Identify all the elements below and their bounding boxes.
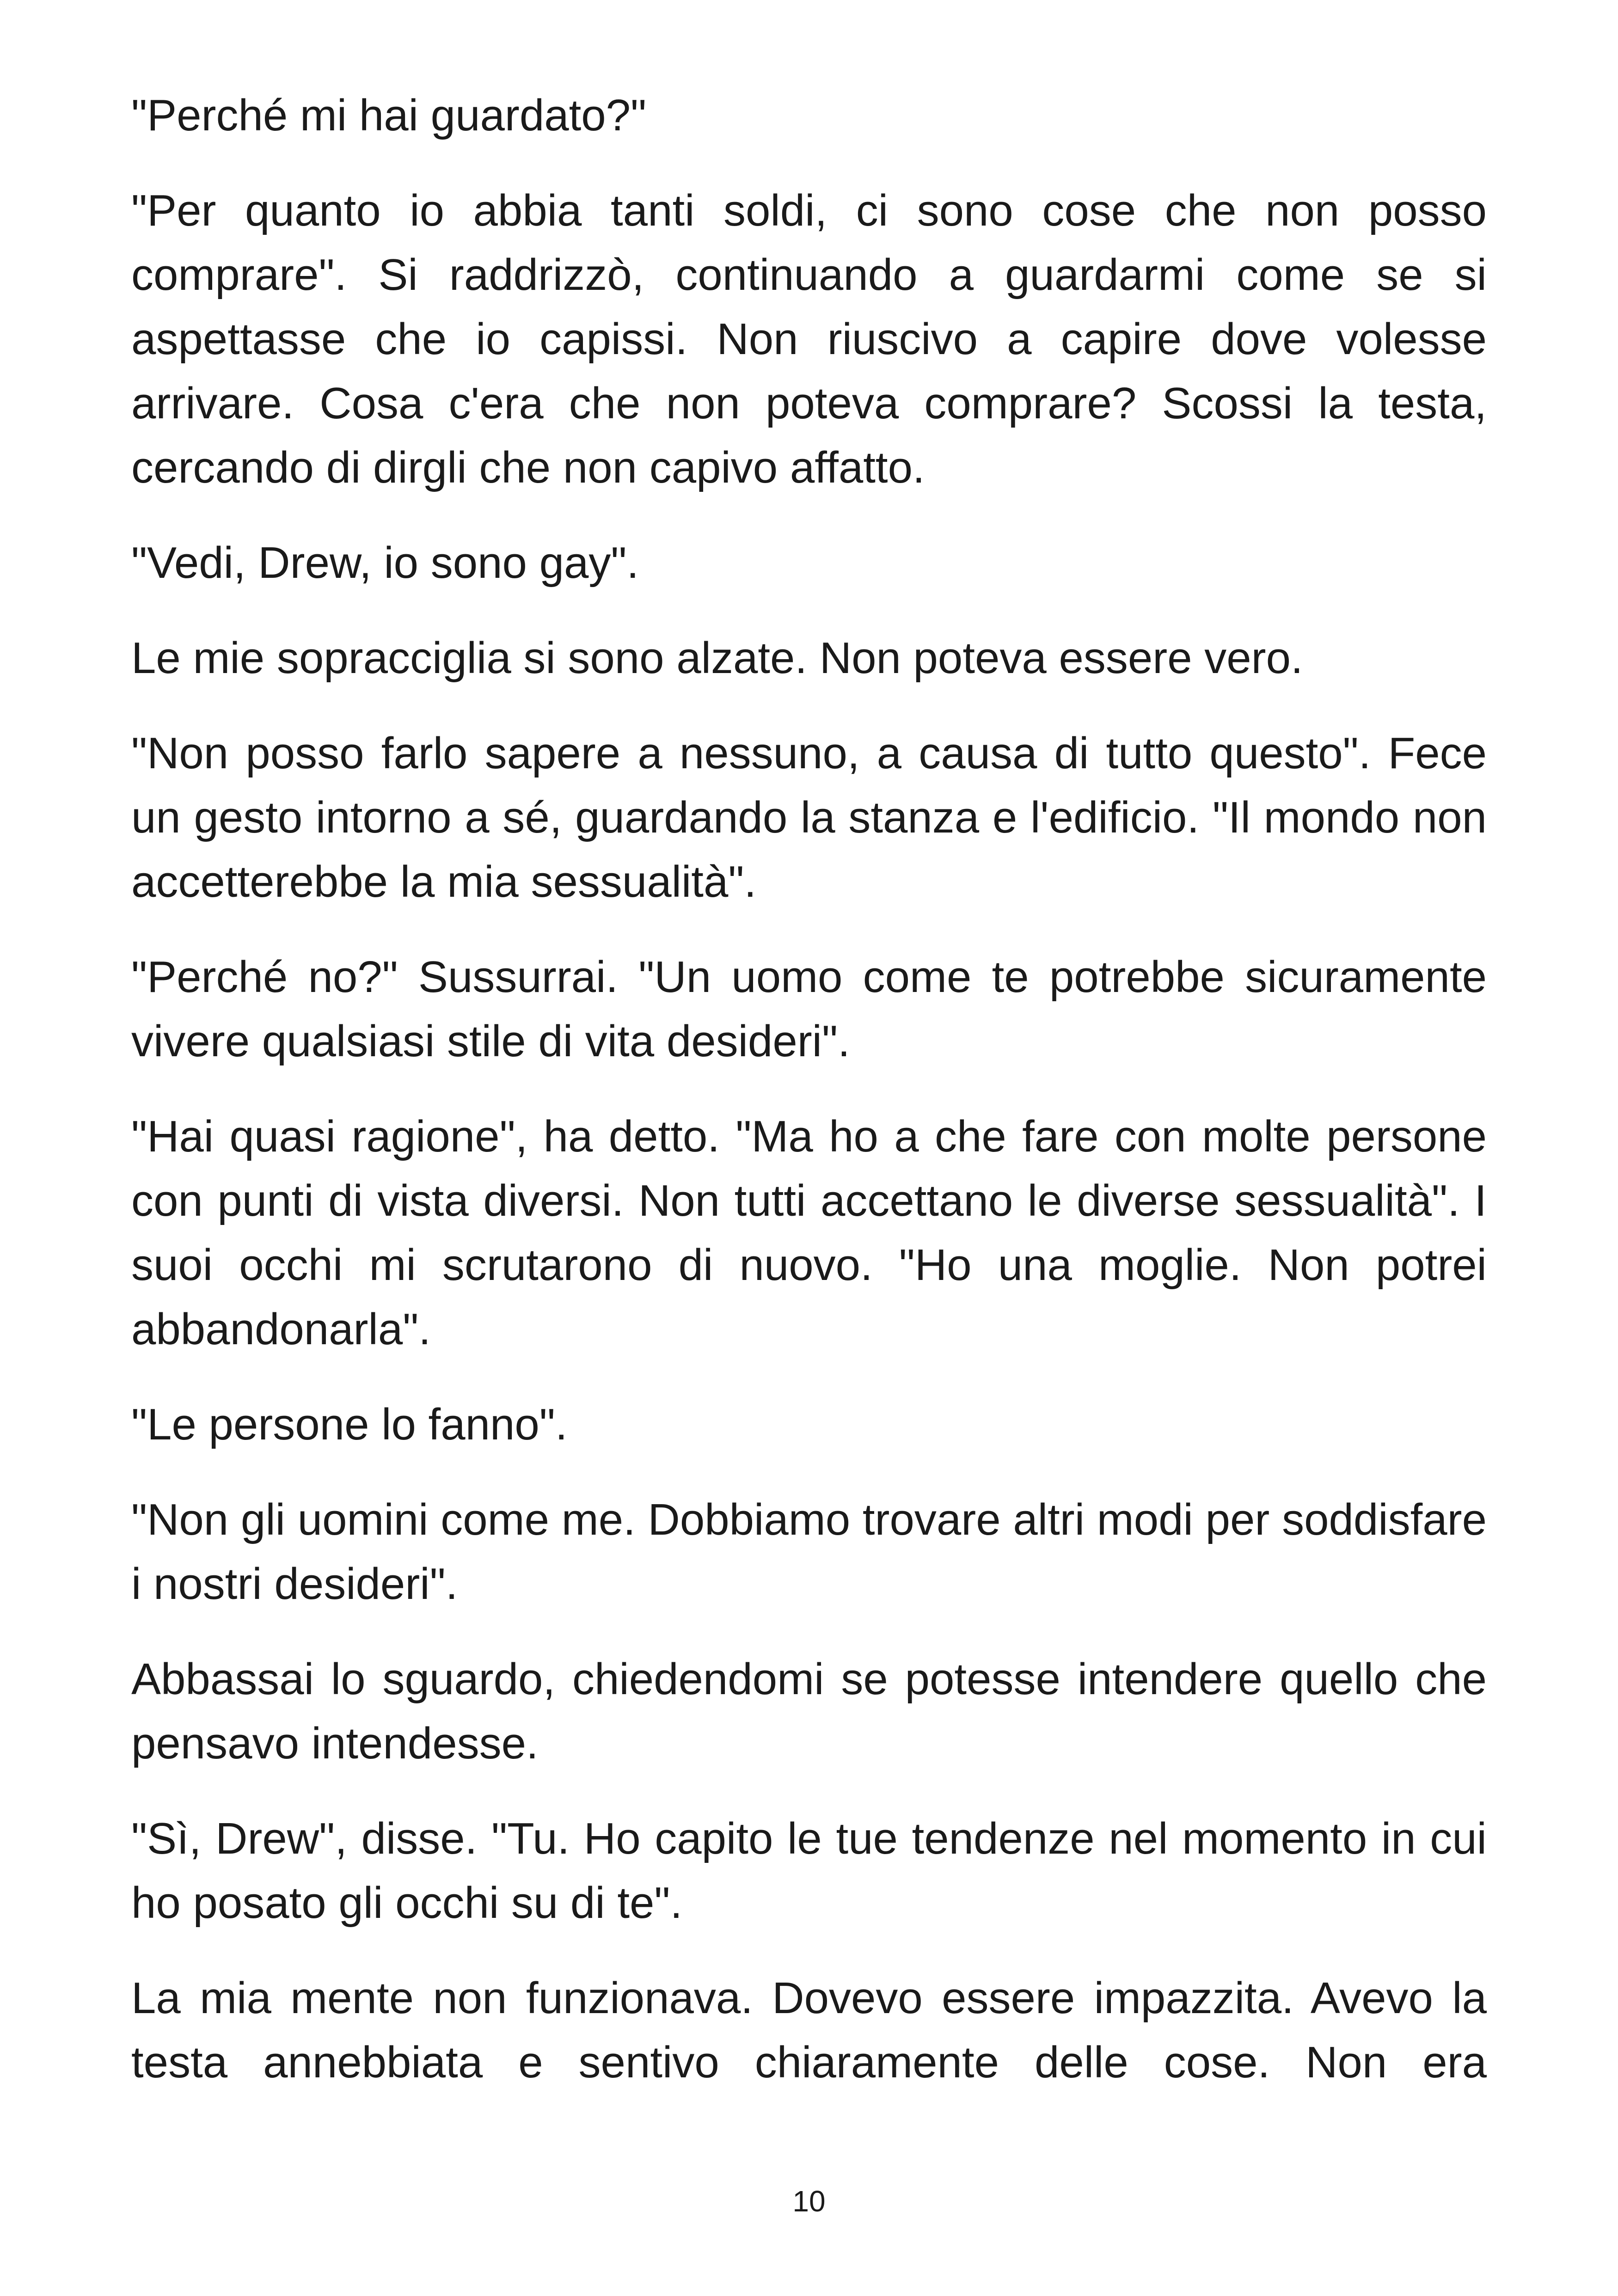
- paragraph: "Non gli uomini come me. Dobbiamo trovare altri modi per soddisfare i nostri desideri".: [131, 1495, 1487, 1609]
- paragraph: "Perché no?" Sussurrai. "Un uomo come te potrebbe sicuramente vivere qualsiasi stile di vita desideri".: [131, 952, 1487, 1066]
- page-number: 10: [792, 2185, 826, 2218]
- paragraph-continued: La mia mente non funzionava. Dovevo essere impazzita. Avevo la testa annebbiata e sentivo chiaramente delle cose. Non era: [131, 1973, 1487, 2087]
- paragraph: "Vedi, Drew, io sono gay".: [131, 538, 639, 588]
- page-body: [131, 83, 1487, 2125]
- paragraph: "Sì, Drew", disse. "Tu. Ho capito le tue tendenze nel momento in cui ho posato gli occhi su di te".: [131, 1814, 1487, 1928]
- paragraph: "Non posso farlo sapere a nessuno, a causa di tutto questo". Fece un gesto intorno a sé, guardando la stanza e l'edificio. "Il mondo non accetterebbe la mia sessualità".: [131, 729, 1487, 906]
- paragraph: Abbassai lo sguardo, chiedendomi se potesse intendere quello che pensavo intendesse.: [131, 1654, 1487, 1768]
- paragraph: "Perché mi hai guardato?": [131, 91, 647, 140]
- paragraph: "Le persone lo fanno".: [131, 1400, 568, 1449]
- paragraph: "Hai quasi ragione", ha detto. "Ma ho a che fare con molte persone con punti di vista diversi. Non tutti accettano le diverse sessualità". I suoi occhi mi scrutarono di nuovo. "Ho una moglie. Non potrei abbandonarla".: [131, 1112, 1487, 1354]
- paragraph: "Per quanto io abbia tanti soldi, ci sono cose che non posso comprare". Si raddrizzò, continuando a guardarmi come se si aspettasse che io capissi. Non riuscivo a capire dove volesse arrivare. Cosa c'era che non poteva comprare? Scossi la testa, cercando di dirgli che non capivo affatto.: [131, 186, 1487, 492]
- paragraph: Le mie sopracciglia si sono alzate. Non poteva essere vero.: [131, 633, 1303, 683]
